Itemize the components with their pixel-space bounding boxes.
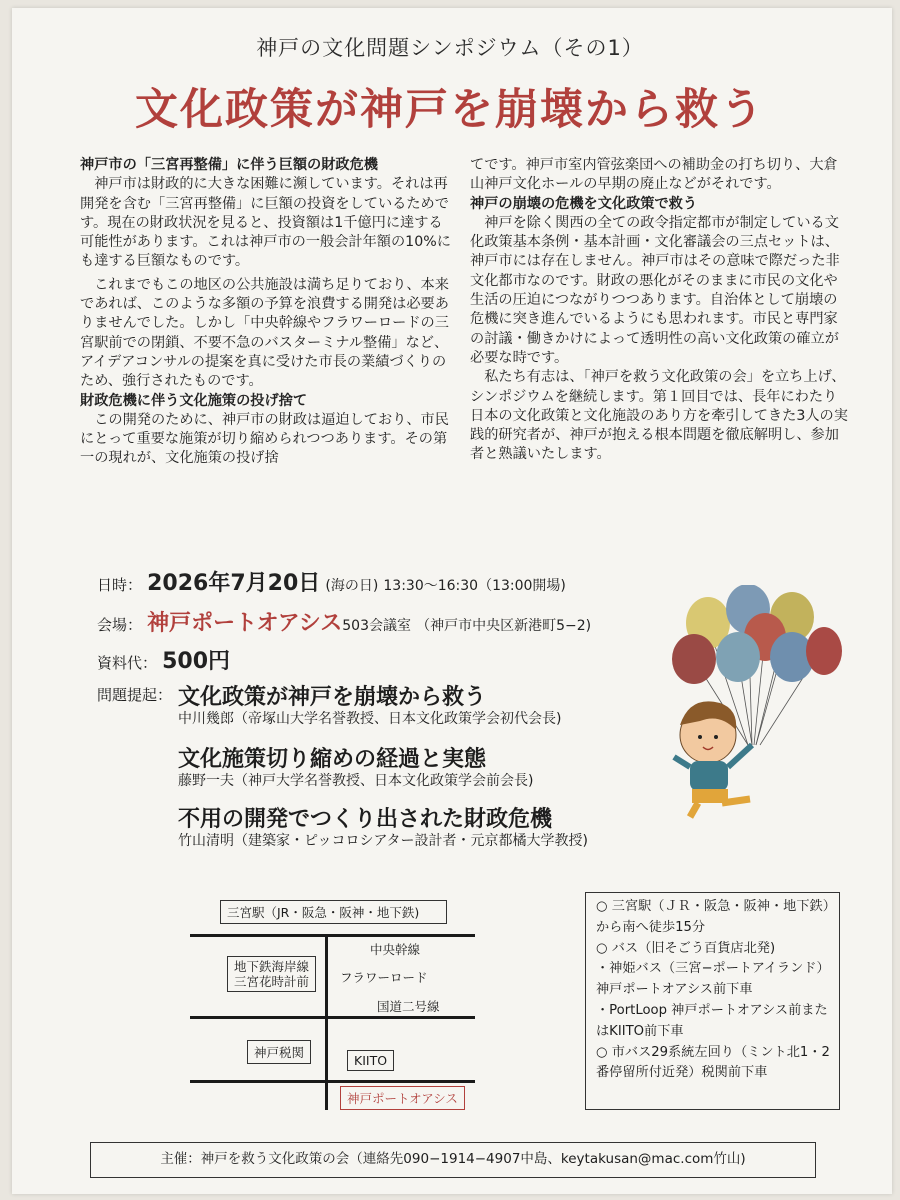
event-date: 2026年7月20日 [147,571,321,596]
venue-room: 503会議室 [342,618,411,634]
event-time: 13:30〜16:30（13:00開場) [383,578,566,594]
map-road-line [190,1080,475,1083]
access-item: ○ 三宮駅（ＪＲ・阪急・阪神・地下鉄）から南へ徒歩15分 [596,899,830,935]
body-paragraph: 私たち有志は、「神戸を救う文化政策の会」を立ち上げ、シンポジウムを継続します。第１回目では、長年にわたり日本の文化政策と文化施設のあり方を牽引してきた3人の実践的研究者が、神戸が抱える根本問題を徹底解明し、参加者と熟議いたします。 [470,369,848,463]
talk-title: 不用の開発でつくり出された財政危機 [178,807,553,832]
balloons-illustration [660,585,860,825]
body-paragraph: 神戸を除く関西の全ての政令指定都市が制定している文化政策基本条例・基本計画・文化審議会の三点セットは、神戸市には存在しません。神戸市はその意味で際だった非文化都市なのです。財政の悪化がそのままに市民の文化や生活の圧迫につながりつつあります。自治体として崩壊の危機に突き進んでいるようにも思われます。市民と専門家の討議・働きかけによって透明性の高い文化政策の確立が必要な時です。 [470,214,840,366]
map-venue-box: 神戸ポートオアシス [340,1086,465,1110]
body-paragraph: この開発のために、神戸市の財政は逼迫しており、市民にとって重要な施策が切り縮められつつあります。その第一の現れが、文化施策の投げ捨 [80,411,449,467]
right-text-column [470,156,850,465]
access-item: ・神姫バス（三宮−ポートアイランド）神戸ポートオアシス前下車 [596,961,830,998]
map-road-line [325,934,328,1110]
section-heading: 神戸の崩壊の危機を文化政策で救う [470,195,698,212]
map-road-label: フラワーロード [340,970,428,985]
access-item: ○ バス（旧そごう百貨店北発) [596,940,776,956]
body-paragraph: これまでもこの地区の公共施設は満ち足りており、本来であれば、このような多額の予算を浪費する開発は必要ありませんでした。しかし「中央幹線やフラワーロードの三宮駅前での閉鎖、不要不急のバスターミナル整備」など、アイデアコンサルの提案を真に受けた市長の業績づくりのため、強行されたものです。 [80,276,449,390]
talk-speaker: 竹山清明（建築家・ピッコロシアター設計者・元京都橘大学教授) [178,833,588,849]
event-date-row [97,566,566,597]
date-note: (海の日) [325,578,379,594]
venue-address: （神戸市中央区新港町5−2) [416,618,592,634]
access-map [185,890,585,1120]
left-text-column [80,156,452,469]
fee-amount: 500円 [162,649,231,674]
body-paragraph: 神戸市は財政的に大きな困難に瀕しています。それは再開発を含む「三宮再整備」に巨額の投資をしているためです。現在の財政状況を見ると、投資額は1千億円に達する可能性があります。これは神戸市の一般会計年額の10%にも達する巨額なものです。 [80,176,451,270]
access-item: ・PortLoop 神戸ポートオアシス前またはKIITO前下車 [596,1002,828,1039]
venue-name: 神戸ポートオアシス [147,611,343,636]
map-road-label: 中央幹線 [370,942,421,957]
fee-label: 資料代： [97,654,158,672]
flyer-title: 文化政策が神戸を崩壊から救う [135,85,765,135]
venue-row [97,606,591,637]
talk-speaker: 中川幾郎（帝塚山大学名誉教授、日本文化政策学会初代会長) [178,711,562,727]
body-paragraph: てです。神戸市室内管弦楽団への補助金の打ち切り、大倉山神戸文化ホールの早期の廃止などがそれです。 [470,157,838,193]
map-subway-box: 地下鉄海岸線 三宮花時計前 [227,956,316,992]
map-road-label: 国道二号線 [377,999,440,1014]
venue-label: 会場： [97,616,143,634]
access-directions [585,892,840,1110]
section-heading: 神戸市の「三宮再整備」に伴う巨額の財政危機 [80,157,378,173]
map-road-line [190,1016,475,1019]
map-road-line [190,934,475,937]
map-customs-box: 神戸税関 [247,1040,311,1064]
section-heading: 財政危機に伴う文化施策の投げ捨て [80,392,308,409]
talk-title: 文化施策切り縮めの経過と実態 [178,747,487,772]
date-label: 日時： [97,576,143,594]
access-item: ○ 市バス29系統左回り（ミント北1・2番停留所付近発）税関前下車 [596,1044,830,1081]
talks-label: 問題提起： [97,686,173,704]
map-kiito-box: KIITO [347,1050,394,1071]
organizer-footer: 主催：神戸を救う文化政策の会（連絡先090−1914−4907中島、keytakusan@mac.com竹山) [90,1142,816,1178]
map-station-box: 三宮駅（JR・阪急・阪神・地下鉄) [220,900,447,924]
talk-title: 文化政策が神戸を崩壊から救う [178,685,487,710]
fee-row [97,644,230,675]
talk-speaker: 藤野一夫（神戸大学名誉教授、日本文化政策学会前会長) [178,773,534,789]
symposium-subtitle: 神戸の文化問題シンポジウム（その1） [256,36,644,60]
